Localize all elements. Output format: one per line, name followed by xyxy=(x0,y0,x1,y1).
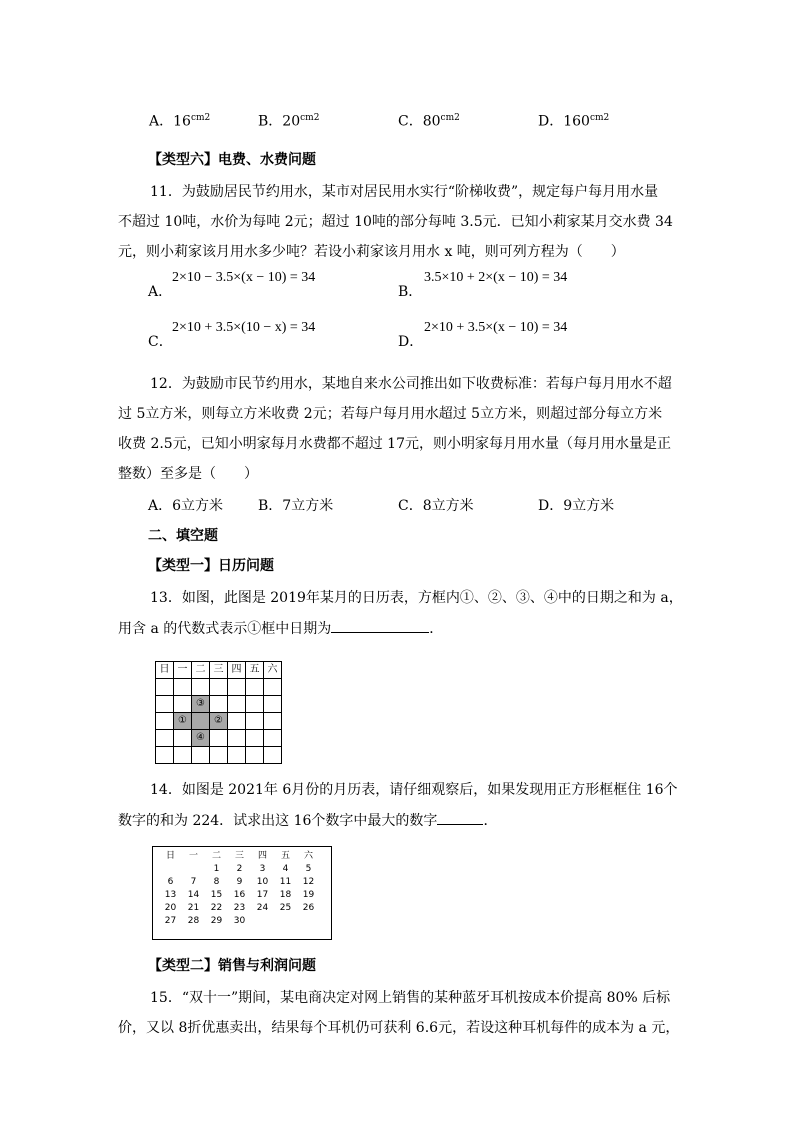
q15-line-1: 15．“双十一”期间，某电商决定对网上销售的某种蓝牙耳机按成本价提高 80% 后标 xyxy=(150,990,671,1006)
date-cell: 15 xyxy=(210,890,223,900)
q13-line-2: 用含 a 的代数式表示①框中日期为 ． xyxy=(118,618,443,639)
date-cell: 11 xyxy=(279,877,292,887)
date-cell: 18 xyxy=(279,890,292,900)
q15-line-2: 价，又以 8折优惠卖出，结果每个耳机仍可获利 6.6元，若设这种耳机每件的成本为 a 元， xyxy=(118,1020,680,1036)
cell-mark-2: ② xyxy=(210,713,228,730)
calendar-header-row xyxy=(159,850,320,863)
section-heading-type2: 【类型二】销售与利润问题 xyxy=(148,958,316,974)
date-cell: 2 xyxy=(236,864,243,874)
date-cell: 20 xyxy=(164,903,177,913)
calendar-row xyxy=(159,902,320,915)
q14-answer-blank[interactable] xyxy=(437,810,483,825)
date-cell: 5 xyxy=(305,864,312,874)
q11-line-3: 元，则小莉家该月用水多少吨？若设小莉家该月用水 x 吨，则可列方程为（ ） xyxy=(118,244,625,260)
q12-option-a: A．6立方米 xyxy=(148,498,224,514)
weekday-sat: 六 xyxy=(264,662,282,679)
date-cell: 22 xyxy=(210,903,223,913)
cell-mark-4: ④ xyxy=(192,730,210,747)
q11-line-1: 11．为鼓励居民节约用水，某市对居民用水实行“阶梯收费”，规定每户每月用水量 xyxy=(150,184,659,200)
cell-shaded-center xyxy=(192,713,210,730)
weekday-cell: 六 xyxy=(303,851,313,861)
date-cell xyxy=(159,863,182,876)
date-cell: 23 xyxy=(233,903,246,913)
q11-option-b-label: B． xyxy=(398,284,423,300)
calendar-row xyxy=(156,696,282,713)
q11-option-c-formula: 2×10 + 3.5×(10 − x) = 34 xyxy=(172,320,316,335)
weekday-fri: 五 xyxy=(246,662,264,679)
date-cell xyxy=(182,863,205,876)
date-cell: 13 xyxy=(164,890,177,900)
q11-option-c-label: C． xyxy=(148,334,173,350)
date-cell: 10 xyxy=(256,877,269,887)
q13-answer-blank[interactable] xyxy=(331,618,429,633)
date-cell: 17 xyxy=(256,890,269,900)
q13-line-1: 13．如图，此图是 2019年某月的日历表，方框内①、②、③、④中的日期之和为 a， xyxy=(150,590,683,606)
calendar-header-row xyxy=(156,662,282,679)
q10-option-c: C．$80^{cm2}$ xyxy=(398,113,460,130)
calendar-row xyxy=(156,713,282,730)
weekday-cell: 日 xyxy=(165,851,175,861)
weekday-cell: 四 xyxy=(257,851,267,861)
weekday-cell: 三 xyxy=(234,851,244,861)
q11-option-b-formula: 3.5×10 + 2×(x − 10) = 34 xyxy=(424,270,568,285)
date-cell: 1 xyxy=(213,864,220,874)
date-cell: 7 xyxy=(190,877,197,887)
date-cell: 28 xyxy=(187,916,200,926)
date-cell: 6 xyxy=(167,877,174,887)
date-cell: 12 xyxy=(302,877,315,887)
date-cell: 24 xyxy=(256,903,269,913)
date-cell: 25 xyxy=(279,903,292,913)
date-cell: 14 xyxy=(187,890,200,900)
calendar-grid-2019 xyxy=(155,661,282,764)
calendar-row xyxy=(159,915,320,928)
cell-mark-3: ③ xyxy=(192,696,210,713)
section-heading-type6: 【类型六】电费、水费问题 xyxy=(148,152,316,168)
date-cell xyxy=(251,915,274,928)
q11-line-2: 不超过 10吨，水价为每吨 2元；超过 10吨的部分每吨 3.5元．已知小莉家某月交水费 34 xyxy=(118,214,673,230)
weekday-sun: 日 xyxy=(156,662,174,679)
weekday-thu: 四 xyxy=(228,662,246,679)
date-cell: 3 xyxy=(259,864,266,874)
section-heading-type1: 【类型一】日历问题 xyxy=(148,558,274,574)
q11-option-a-formula: 2×10 − 3.5×(x − 10) = 34 xyxy=(172,270,316,285)
part-heading-fill-in: 二、填空题 xyxy=(148,528,218,544)
date-cell: 27 xyxy=(164,916,177,926)
q14-line-2: 数字的和为 224．试求出这 16个数字中最大的数字 ． xyxy=(118,810,497,831)
q11-option-d-label: D． xyxy=(398,334,424,350)
weekday-cell: 一 xyxy=(188,851,198,861)
date-cell: 30 xyxy=(233,916,246,926)
q12-line-2: 过 5立方米，则每立方米收费 2元；若每户每月用水超过 5立方米，则超过部分每立方米 xyxy=(118,406,663,422)
weekday-cell: 五 xyxy=(280,851,290,861)
weekday-mon: 一 xyxy=(174,662,192,679)
calendar-row xyxy=(156,747,282,764)
date-cell: 26 xyxy=(302,903,315,913)
calendar-row xyxy=(156,730,282,747)
q11-option-d-formula: 2×10 + 3.5×(x − 10) = 34 xyxy=(424,320,568,335)
date-cell xyxy=(297,915,320,928)
q10-option-a: A．$16^{cm2}$ xyxy=(149,113,211,130)
q12-line-4: 整数）至多是（ ） xyxy=(118,466,258,482)
q11-option-a-label: A． xyxy=(148,284,173,300)
date-cell: 4 xyxy=(282,864,289,874)
date-cell: 9 xyxy=(236,877,243,887)
date-cell xyxy=(274,915,297,928)
q10-option-b: B．$20^{cm2}$ xyxy=(258,113,320,130)
calendar-row xyxy=(159,876,320,889)
calendar-row xyxy=(159,863,320,876)
calendar-table xyxy=(159,850,320,928)
cell-mark-1: ① xyxy=(174,713,192,730)
weekday-wed: 三 xyxy=(210,662,228,679)
date-cell: 29 xyxy=(210,916,223,926)
calendar-row xyxy=(156,679,282,696)
weekday-tue: 二 xyxy=(192,662,210,679)
q10-option-d: D．$160^{cm2}$ xyxy=(538,113,610,130)
date-cell: 8 xyxy=(213,877,220,887)
q12-option-c: C．8立方米 xyxy=(398,498,474,514)
q12-option-d: D．9立方米 xyxy=(538,498,615,514)
date-cell: 16 xyxy=(233,890,246,900)
weekday-cell: 二 xyxy=(211,851,221,861)
calendar-june-2021 xyxy=(152,846,332,940)
date-cell: 19 xyxy=(302,890,315,900)
q12-line-3: 收费 2.5元，已知小明家每月水费都不超过 17元，则小明家每月用水量（每月用水量是正 xyxy=(118,436,671,452)
q14-line-1: 14．如图是 2021年 6月份的月历表，请仔细观察后，如果发现用正方形框框住 16个 xyxy=(150,782,678,798)
q12-line-1: 12．为鼓励市民节约用水，某地自来水公司推出如下收费标准：若每户每月用水不超 xyxy=(150,376,672,392)
q12-option-b: B．7立方米 xyxy=(258,498,334,514)
date-cell: 21 xyxy=(187,903,200,913)
calendar-row xyxy=(159,889,320,902)
